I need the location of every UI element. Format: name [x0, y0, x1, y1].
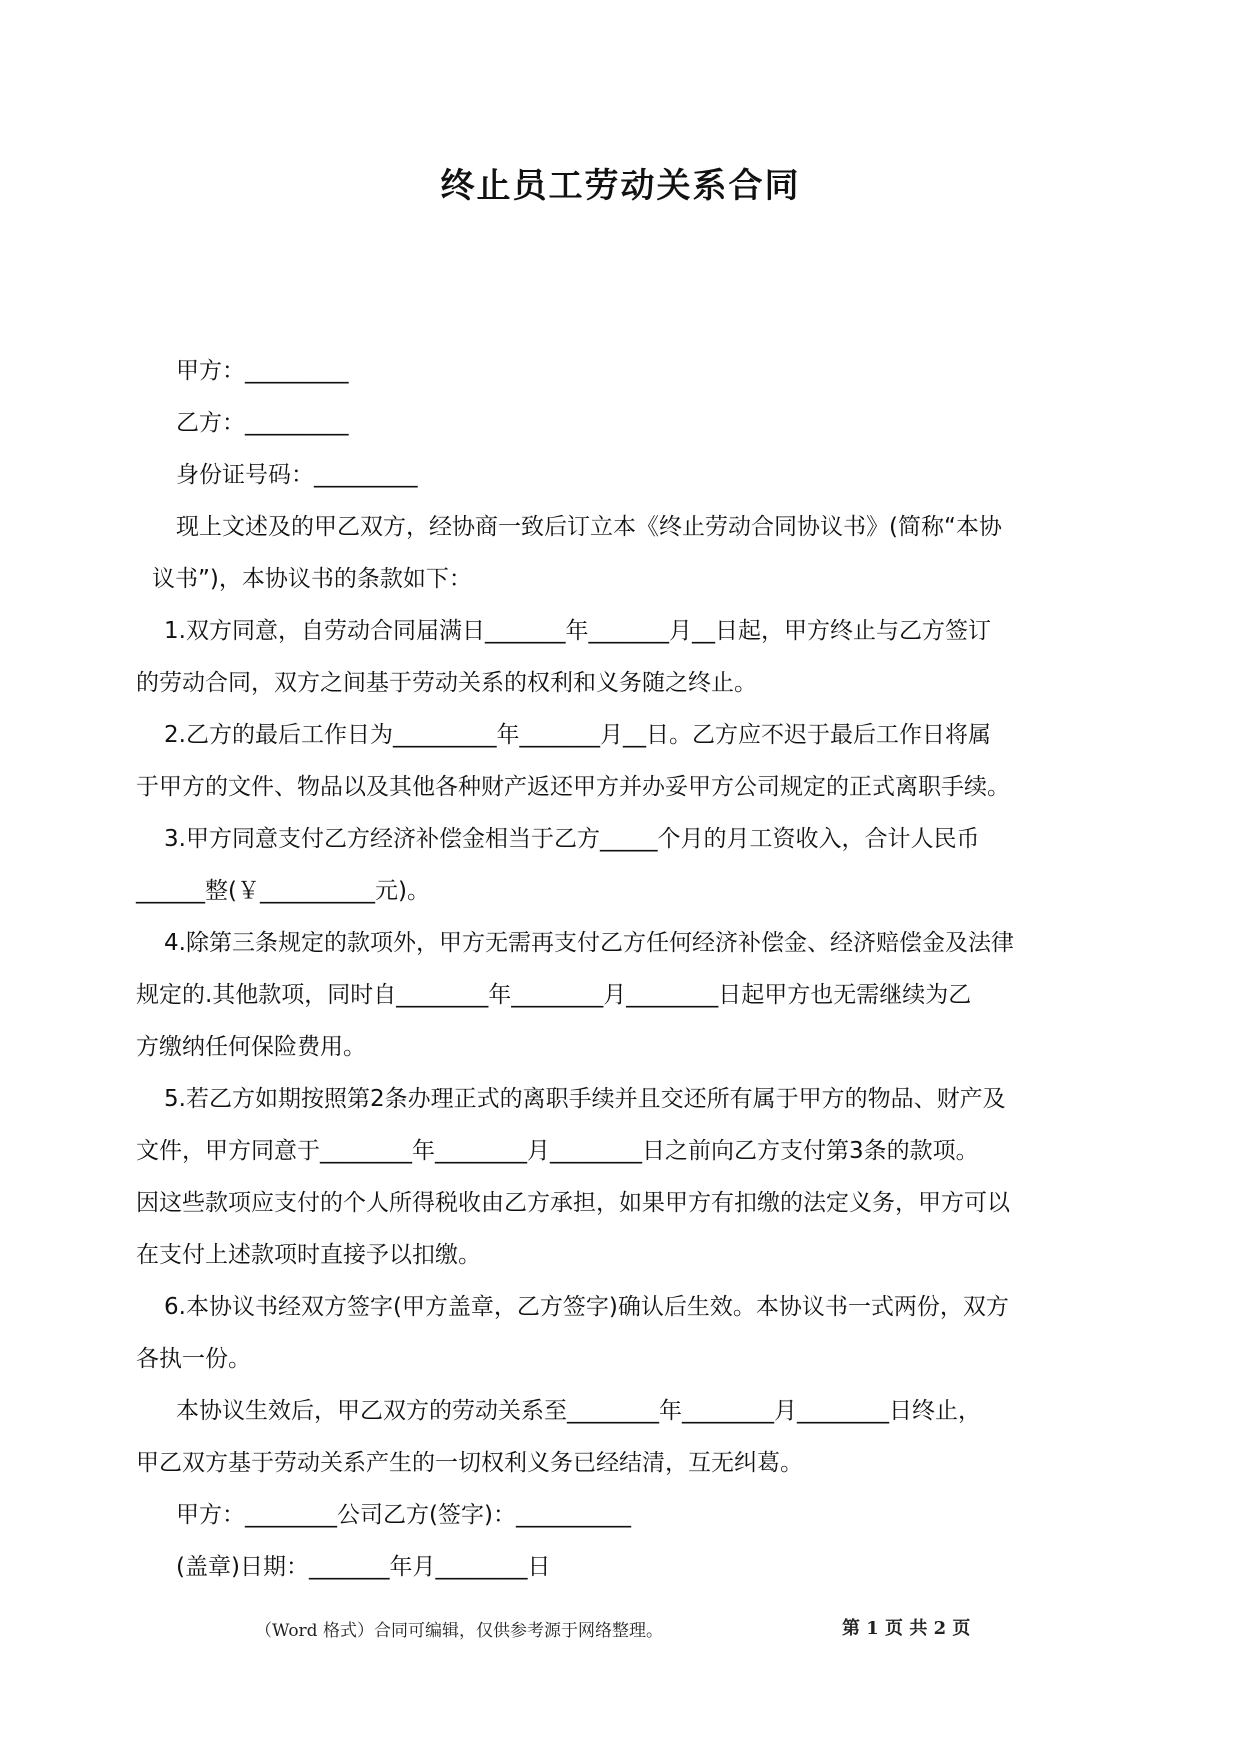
- signature-line: 甲方：________公司乙方(签字)：__________: [176, 1502, 631, 1528]
- document-body: [136, 345, 1092, 1593]
- preamble-line: 议书”)，本协议书的条款如下：: [152, 566, 472, 592]
- clause-3-line: ______整(￥__________元)。: [136, 878, 430, 904]
- preamble-line: 现上文述及的甲乙双方，经协商一致后订立本《终止劳动合同协议书》(简称“本协: [176, 514, 1002, 540]
- clause-2-line: 于甲方的文件、物品以及其他各种财产返还甲方并办妥甲方公司规定的正式离职手续。: [136, 774, 1010, 800]
- effect-line: 甲乙双方基于劳动关系产生的一切权利义务已经结清，互无纠葛。: [136, 1450, 803, 1476]
- party-b-line: 乙方：_________: [176, 410, 349, 436]
- clause-4-line: 规定的.其他款项，同时自________年________月________日起甲方也无需继续为乙: [136, 982, 972, 1008]
- clause-5-line: 文件，甲方同意于________年________月________日之前向乙方支付第3条的款项。: [136, 1138, 979, 1164]
- clause-6-line: 各执一份。: [136, 1346, 251, 1372]
- clause-4-line: 4.除第三条规定的款项外，甲方无需再支付乙方任何经济补偿金、经济赔偿金及法律: [164, 930, 1014, 956]
- effect-line: 本协议生效后，甲乙双方的劳动关系至________年________月________日终止，: [176, 1398, 981, 1424]
- id-number-line: 身份证号码：_________: [176, 462, 418, 488]
- document-title: 终止员工劳动关系合同: [440, 166, 801, 206]
- clause-1-line: 的劳动合同，双方之间基于劳动关系的权利和义务随之终止。: [136, 670, 757, 696]
- clause-5-line: 在支付上述款项时直接予以扣缴。: [136, 1242, 481, 1268]
- seal-date-line: (盖章)日期：_______年月________日: [176, 1554, 551, 1580]
- footer-note: （Word 格式）合同可编辑，仅供参考源于网络整理。: [255, 1621, 663, 1641]
- clause-3-line: 3.甲方同意支付乙方经济补偿金相当于乙方_____个月的月工资收入，合计人民币: [164, 826, 980, 852]
- clause-5-line: 因这些款项应支付的个人所得税收由乙方承担，如果甲方有扣缴的法定义务，甲方可以: [136, 1190, 1010, 1216]
- clause-5-line: 5.若乙方如期按照第2条办理正式的离职手续并且交还所有属于甲方的物品、财产及: [164, 1086, 1006, 1112]
- clause-2-line: 2.乙方的最后工作日为_________年_______月__日。乙方应不迟于最后工作日将属: [164, 722, 991, 748]
- clause-6-line: 6.本协议书经双方签字(甲方盖章，乙方签字)确认后生效。本协议书一式两份，双方: [164, 1294, 1009, 1320]
- clause-4-line: 方缴纳任何保险费用。: [136, 1034, 366, 1060]
- party-a-line: 甲方：_________: [176, 358, 349, 384]
- page-number: 第 1 页 共 2 页: [842, 1618, 971, 1639]
- clause-1-line: 1.双方同意，自劳动合同届满日_______年_______月__日起，甲方终止与乙方签订: [164, 618, 991, 644]
